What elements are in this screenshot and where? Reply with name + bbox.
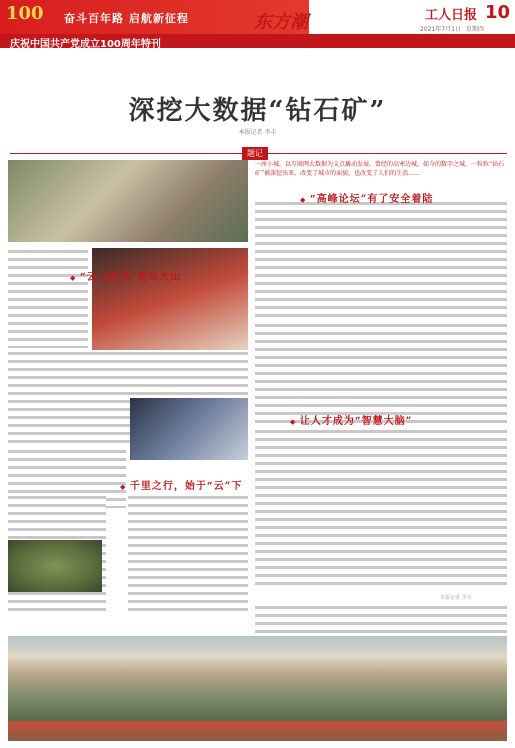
photo-credit: 本报记者 李丰 [440,595,472,601]
server-photo [130,398,248,460]
product-photo [8,540,102,592]
subheading-1: ◆ “云上路书”走出大山 [70,268,181,283]
presenter-photo [92,248,248,350]
dateline [420,24,487,33]
subheading-4: ◆ 让人才成为“智慧大脑” [290,412,412,427]
issue-weekday: 星期四 [465,26,484,33]
article-byline: 本报记者 李丰 [238,129,277,136]
text-column [8,248,88,348]
special-issue-bar [0,34,515,48]
text-column [255,200,507,320]
newspaper-masthead: 工人日报 [425,8,478,23]
subheading-3: ◆ “高峰论坛”有了安全着陆 [300,190,433,205]
city-panorama-photo [8,636,507,741]
article-headline: 深挖大数据“钻石矿” [128,96,387,126]
issue-date: 2021年7月1日 [420,26,461,33]
centenary-badge: 100 [6,3,44,24]
page-number: 10 [485,2,511,23]
lead-tag: 题记 [242,147,268,160]
special-issue-title: 庆祝中国共产党成立100周年特刊 [10,39,161,50]
text-column [128,494,248,614]
text-column [255,428,507,588]
column-name: 东方潮 [254,12,308,33]
aerial-photo [8,160,248,242]
page-header [0,0,515,50]
subheading-2: ◆ 千里之行，始于“云”下 [120,477,242,492]
caption-block [255,604,507,634]
lead-paragraph: 一座小城，以互联网大数据为支点撬动发展。曾经的高寒边城，如今的数字之城，一粒粒“钻石矿”被深挖出来，改变了城市的面貌，也改变了人们的生活…… [255,161,505,177]
header-slogan: 奋斗百年路 启航新征程 [64,12,189,25]
